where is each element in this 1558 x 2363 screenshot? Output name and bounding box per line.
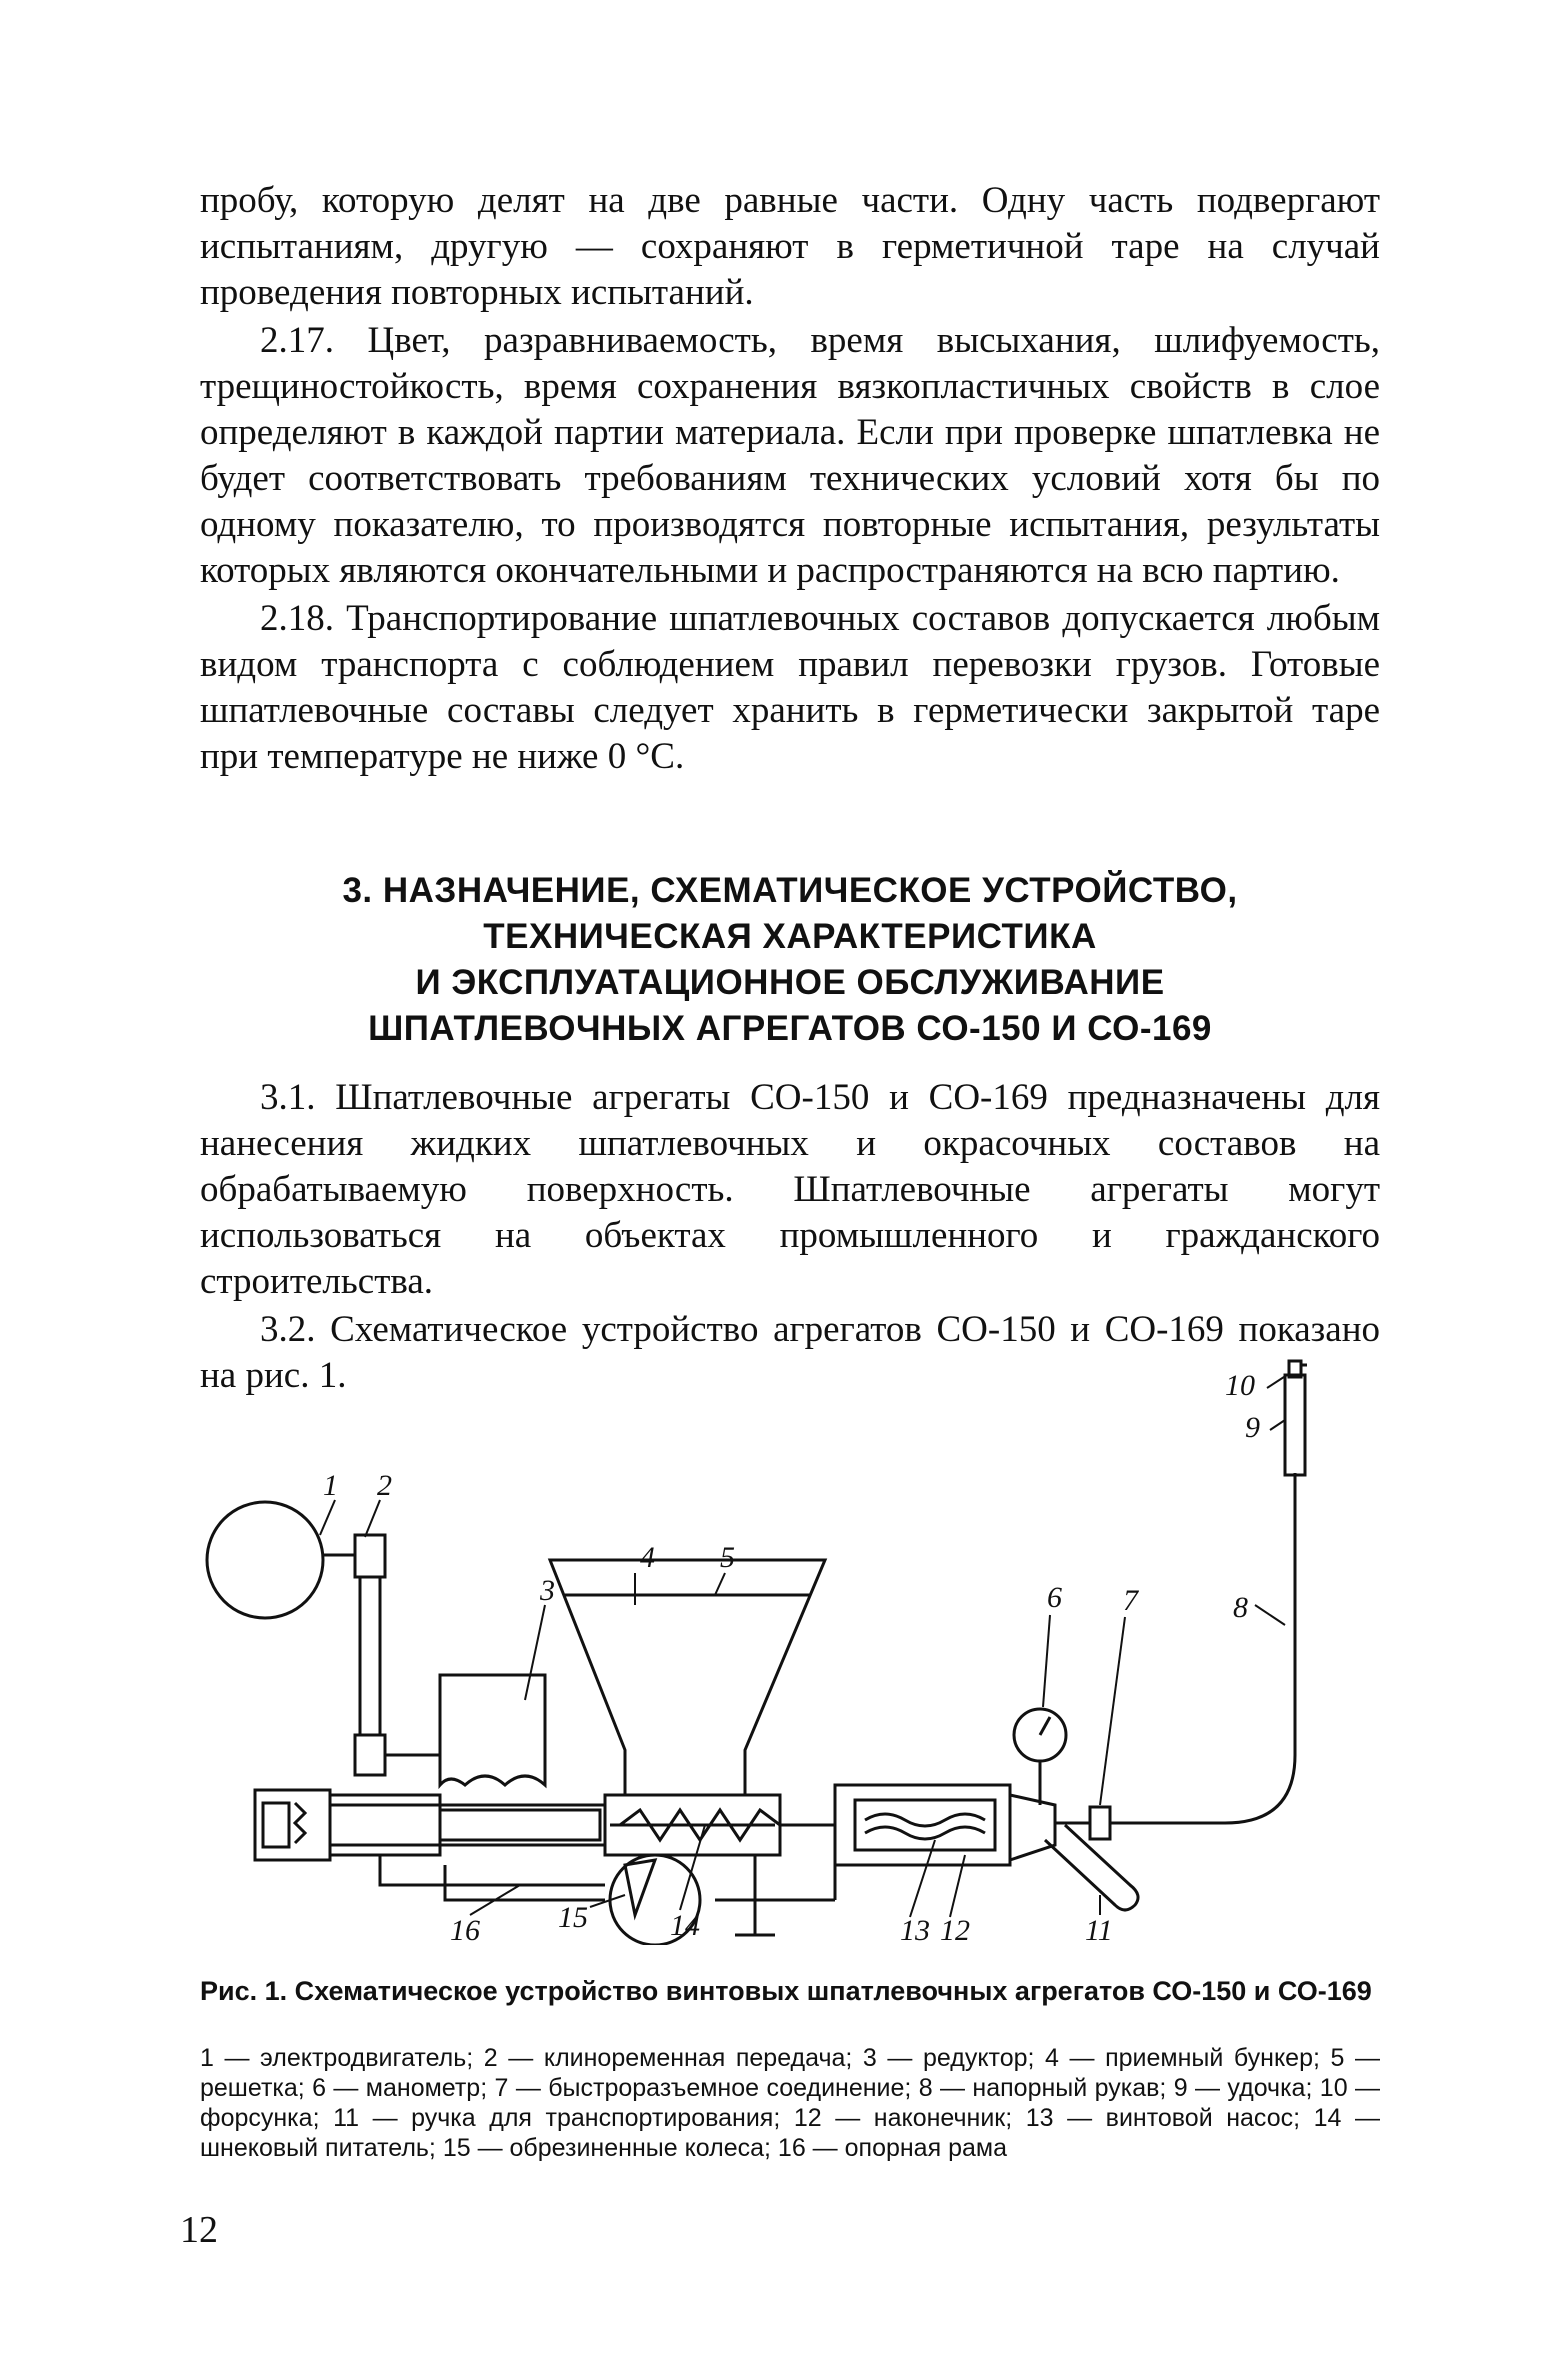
upper-pulley — [355, 1535, 385, 1577]
wheel-detail — [625, 1860, 655, 1915]
section-text-block — [200, 1075, 1380, 1399]
leader-6 — [1043, 1615, 1050, 1707]
screw-pump-rotor — [865, 1814, 985, 1839]
tip-shape — [1010, 1795, 1055, 1860]
label-10: 10 — [1225, 1369, 1255, 1402]
reducer-shape — [440, 1675, 545, 1785]
label-5: 5 — [720, 1541, 735, 1574]
leader-13 — [910, 1840, 935, 1917]
paragraph-3-2: 3.2. Схематическое устройство агрегатов СО-150 и СО-169 показано на рис. 1. — [200, 1309, 1380, 1396]
page-number: 12 — [180, 2209, 218, 2251]
paragraph-continuation: пробу, которую делят на две равные части. Одну часть подвергают испытаниям, другую — сохраняют в герметичной таре на случай проведения повторных испытаний. — [200, 180, 1380, 313]
heading-line-1: 3. НАЗНАЧЕНИЕ, СХЕМАТИЧЕСКОЕ УСТРОЙСТВО, — [342, 871, 1238, 910]
label-14: 14 — [670, 1909, 700, 1942]
rod-shape — [1285, 1375, 1305, 1475]
coupling-inner — [263, 1803, 289, 1847]
paragraph-2-18: 2.18. Транспортирование шпатлевочных составов допускается любым видом транспорта с соблюдением правил перевозки грузов. Готовые шпатлевочные составы следует хранить в герметически закрытой таре при температуре не ниже 0 °С. — [200, 598, 1380, 777]
leader-5 — [715, 1573, 725, 1595]
paragraph-3-1: 3.1. Шпатлевочные агрегаты СО-150 и СО-169 предназначены для нанесения жидких шпатлевочных и окрасочных составов на обрабатываемую поверхность. Шпатлевочные агрегаты могут использоваться на объектах промышленного и гражданского строительства. — [200, 1077, 1380, 1302]
manometer-needle — [1040, 1717, 1050, 1735]
label-7: 7 — [1123, 1584, 1138, 1617]
coupling-box — [255, 1790, 330, 1860]
figure-legend: 1 — электродвигатель; 2 — клиноременная передача; 3 — редуктор; 4 — приемный бункер; 5 — решетка; 6 — манометр; 7 — быстроразъемное соединение; 8 — напорный рукав; 9 — удочка; 10 — форсунка; 11 — ручка для транспортирования; 12 — наконечник; 13 — винтовой насос; 14 — шнековый питатель; 15 — обрезиненные колеса; 16 — опорная рама — [200, 2044, 1380, 2162]
heading-line-4: ШПАТЛЕВОЧНЫХ АГРЕГАТОВ СО-150 И СО-169 — [368, 1009, 1212, 1048]
frame-left — [380, 1855, 445, 1885]
label-1: 1 — [323, 1469, 338, 1502]
section-heading — [200, 868, 1380, 1052]
leader-8 — [1255, 1605, 1285, 1625]
pressure-hose — [1110, 1473, 1295, 1823]
top-text-block — [200, 178, 1380, 780]
label-3: 3 — [540, 1574, 555, 1607]
coupling-spring — [295, 1803, 305, 1843]
leader-1 — [320, 1500, 335, 1535]
label-12: 12 — [940, 1914, 970, 1945]
leader-3 — [525, 1605, 545, 1700]
label-2: 2 — [377, 1469, 392, 1502]
electric-motor-shape — [207, 1502, 323, 1618]
label-9: 9 — [1245, 1411, 1260, 1444]
shaft-body — [440, 1810, 600, 1840]
label-6: 6 — [1047, 1581, 1062, 1614]
label-16: 16 — [450, 1914, 480, 1945]
lower-pulley — [355, 1735, 385, 1775]
leader-7 — [1100, 1617, 1125, 1805]
label-11: 11 — [1085, 1914, 1113, 1945]
schematic-figure — [195, 1355, 1375, 1945]
figure-caption-title: Рис. 1. Схематическое устройство винтовых шпатлевочных агрегатов СО-150 и СО-169 — [200, 1976, 1372, 2006]
paragraph-2-17: 2.17. Цвет, разравниваемость, время высыхания, шлифуемость, трещиностойкость, время сохранения вязкопластичных свойств в слое определяют в каждой партии материала. Если при проверке шпатлевка не будет соответствовать требованиям технических условий хотя бы по одному показателю, то производятся повторные испытания, результаты которых являются окончательными и распространяются на всю партию. — [200, 320, 1380, 591]
frame-lower — [445, 1865, 605, 1900]
heading-line-2: ТЕХНИЧЕСКАЯ ХАРАКТЕРИСТИКА — [483, 917, 1097, 956]
label-8: 8 — [1233, 1591, 1248, 1624]
leader-2 — [365, 1500, 380, 1537]
label-13: 13 — [900, 1914, 930, 1945]
label-4: 4 — [640, 1541, 655, 1574]
label-15: 15 — [558, 1901, 588, 1934]
quick-connector — [1090, 1807, 1110, 1839]
leader-9 — [1270, 1420, 1285, 1430]
heading-line-3: И ЭКСПЛУАТАЦИОННОЕ ОБСЛУЖИВАНИЕ — [415, 963, 1165, 1002]
